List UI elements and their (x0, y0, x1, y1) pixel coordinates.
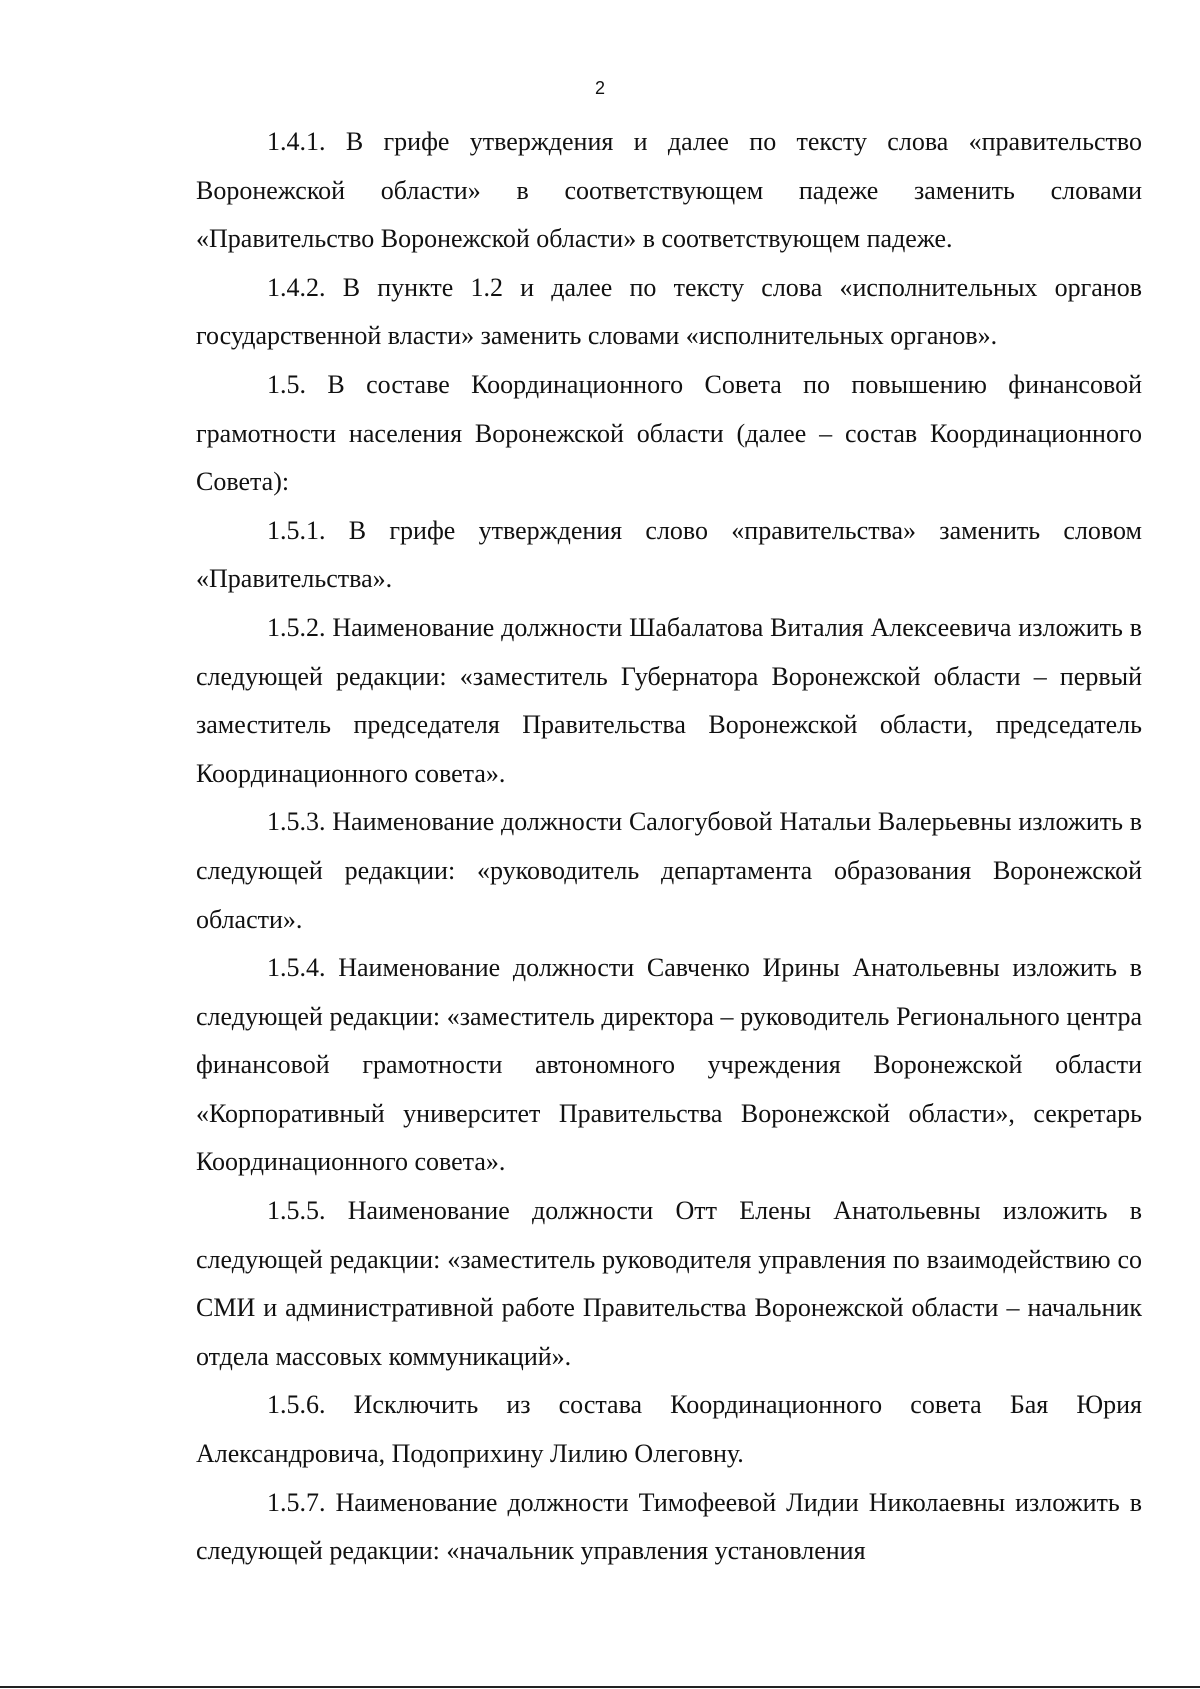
paragraph-1-4-2: 1.4.2. В пункте 1.2 и далее по тексту слова «исполнительных органов государственной власти» заменить словами «исполнительных органов». (196, 272, 1142, 351)
page-number: 2 (594, 78, 605, 98)
page-bottom-edge (0, 1686, 1200, 1688)
paragraph-1-5-5: 1.5.5. Наименование должности Отт Елены Анатольевны изложить в следующей редакции: «заместитель руководителя управления по взаимодействию со СМИ и административной работе Правительства Воронежской области – начальник отдела массовых коммуникаций». (196, 1196, 1142, 1371)
paragraph-1-5-3: 1.5.3. Наименование должности Салогубовой Натальи Валерьевны изложить в следующей редакции: «руководитель департамента образования Воронежской области». (196, 807, 1142, 934)
paragraph-1-5-7: 1.5.7. Наименование должности Тимофеевой Лидии Николаевны изложить в следующей редакции: «начальник управления установления (196, 1487, 1142, 1566)
paragraph-1-5: 1.5. В составе Координационного Совета по повышению финансовой грамотности населения Воронежской области (далее – состав Координационного Совета): (196, 369, 1142, 497)
paragraph-1-5-1: 1.5.1. В грифе утверждения слово «правительства» заменить словом «Правительства». (196, 515, 1142, 594)
paragraph-1-5-4: 1.5.4. Наименование должности Савченко Ирины Анатольевны изложить в следующей редакции: «заместитель директора – руководитель Регионального центра финансовой грамотности автономного учреждения Воронежской области «Корпоративный университет Правительства Воронежской области», секретарь Координационного совета». (196, 953, 1142, 1177)
paragraph-1-4-1: 1.4.1. В грифе утверждения и далее по тексту слова «правительство Воронежской области» в соответствующем падеже заменить словами «Правительство Воронежской области» в соответствующем падеже. (196, 127, 1142, 254)
document-body (196, 118, 1142, 1576)
paragraph-1-5-2: 1.5.2. Наименование должности Шабалатова Виталия Алексеевича изложить в следующей редакции: «заместитель Губернатора Воронежской области – первый заместитель председателя Правительства Воронежской области, председатель Координационного совета». (196, 612, 1142, 788)
paragraph-1-5-6: 1.5.6. Исключить из состава Координационного совета Бая Юрия Александровича, Подоприхину Лилию Олеговну. (196, 1390, 1142, 1469)
